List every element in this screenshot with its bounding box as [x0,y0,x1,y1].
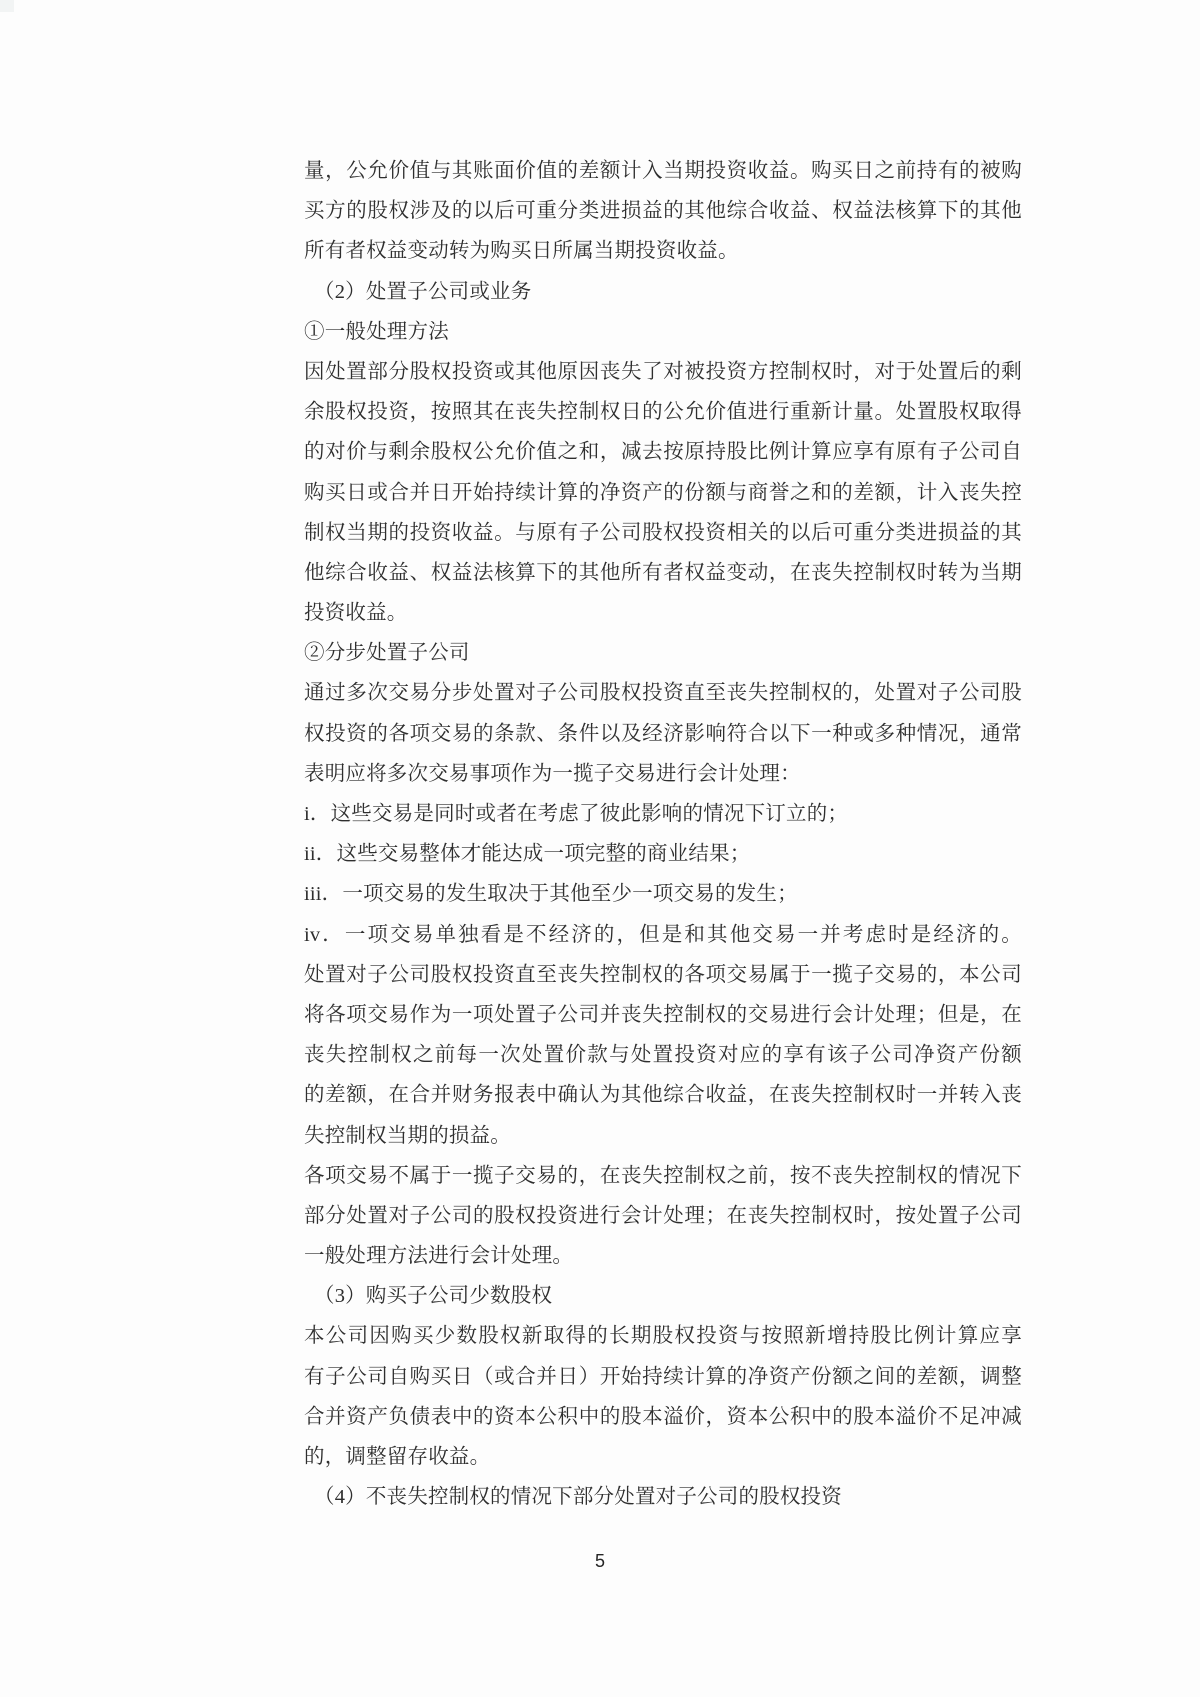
text-line: ii．这些交易整体才能达成一项完整的商业结果； [304,843,751,866]
text-line: ②分步处置子公司 [304,642,470,665]
scan-edge-artifact [0,0,14,12]
text-line: （3）购买子公司少数股权 [314,1285,553,1308]
text-line: iv．一项交易单独看是不经济的，但是和其他交易一并考虑时是经济的。 [304,923,1022,946]
text-line: 有子公司自购买日（或合并日）开始持续计算的净资产份额之间的差额，调整 [304,1365,1022,1388]
text-line: 将各项交易作为一项处置子公司并丧失控制权的交易进行会计处理；但是，在 [304,1003,1022,1026]
document-body [304,151,1022,1517]
text-line: 所有者权益变动转为购买日所属当期投资收益。 [304,240,739,263]
text-line: 他综合收益、权益法核算下的其他所有者权益变动，在丧失控制权时转为当期 [304,561,1022,584]
text-line: 权投资的各项交易的条款、条件以及经济影响符合以下一种或多种情况，通常 [304,722,1022,745]
text-line: i．这些交易是同时或者在考虑了彼此影响的情况下订立的； [304,803,849,825]
text-line: 制权当期的投资收益。与原有子公司股权投资相关的以后可重分类进损益的其 [304,521,1022,544]
text-line: 购买日或合并日开始持续计算的净资产的份额与商誉之和的差额，计入丧失控 [304,481,1022,504]
text-line: 买方的股权涉及的以后可重分类进损益的其他综合收益、权益法核算下的其他 [304,200,1022,223]
text-line: 本公司因购买少数股权新取得的长期股权投资与按照新增持股比例计算应享 [304,1325,1022,1348]
text-line: iii．一项交易的发生取决于其他至少一项交易的发生； [304,883,798,906]
text-line: 一般处理方法进行会计处理。 [304,1245,574,1268]
text-line: （4）不丧失控制权的情况下部分处置对子公司的股权投资 [314,1486,842,1509]
text-line: 的，调整留存收益。 [304,1446,491,1468]
text-line: 投资收益。 [304,602,408,625]
text-line: 处置对子公司股权投资直至丧失控制权的各项交易属于一揽子交易的，本公司 [304,963,1022,986]
text-line: 失控制权当期的损益。 [304,1124,511,1147]
text-line: 通过多次交易分步处置对子公司股权投资直至丧失控制权的，处置对子公司股 [304,682,1022,705]
text-line: 因处置部分股权投资或其他原因丧失了对被投资方控制权时，对于处置后的剩 [304,360,1022,383]
text-line: 余股权投资，按照其在丧失控制权日的公允价值进行重新计量。处置股权取得 [304,401,1022,424]
text-line: 部分处置对子公司的股权投资进行会计处理；在丧失控制权时，按处置子公司 [304,1204,1022,1227]
text-line: （2）处置子公司或业务 [314,280,532,303]
text-line: 合并资产负债表中的资本公积中的股本溢价，资本公积中的股本溢价不足冲减 [304,1405,1022,1428]
text-line: ①一般处理方法 [304,320,449,343]
text-line: 表明应将多次交易事项作为一揽子交易进行会计处理： [304,762,801,785]
text-line: 的对价与剩余股权公允价值之和，减去按原持股比例计算应享有原有子公司自 [304,441,1022,464]
text-line: 丧失控制权之前每一次处置价款与处置投资对应的享有该子公司净资产份额 [304,1044,1022,1067]
page-number: 5 [594,1551,605,1571]
text-line: 各项交易不属于一揽子交易的，在丧失控制权之前，按不丧失控制权的情况下 [304,1164,1022,1187]
text-line: 量，公允价值与其账面价值的差额计入当期投资收益。购买日之前持有的被购 [304,160,1022,182]
text-line: 的差额，在合并财务报表中确认为其他综合收益，在丧失控制权时一并转入丧 [304,1084,1022,1107]
